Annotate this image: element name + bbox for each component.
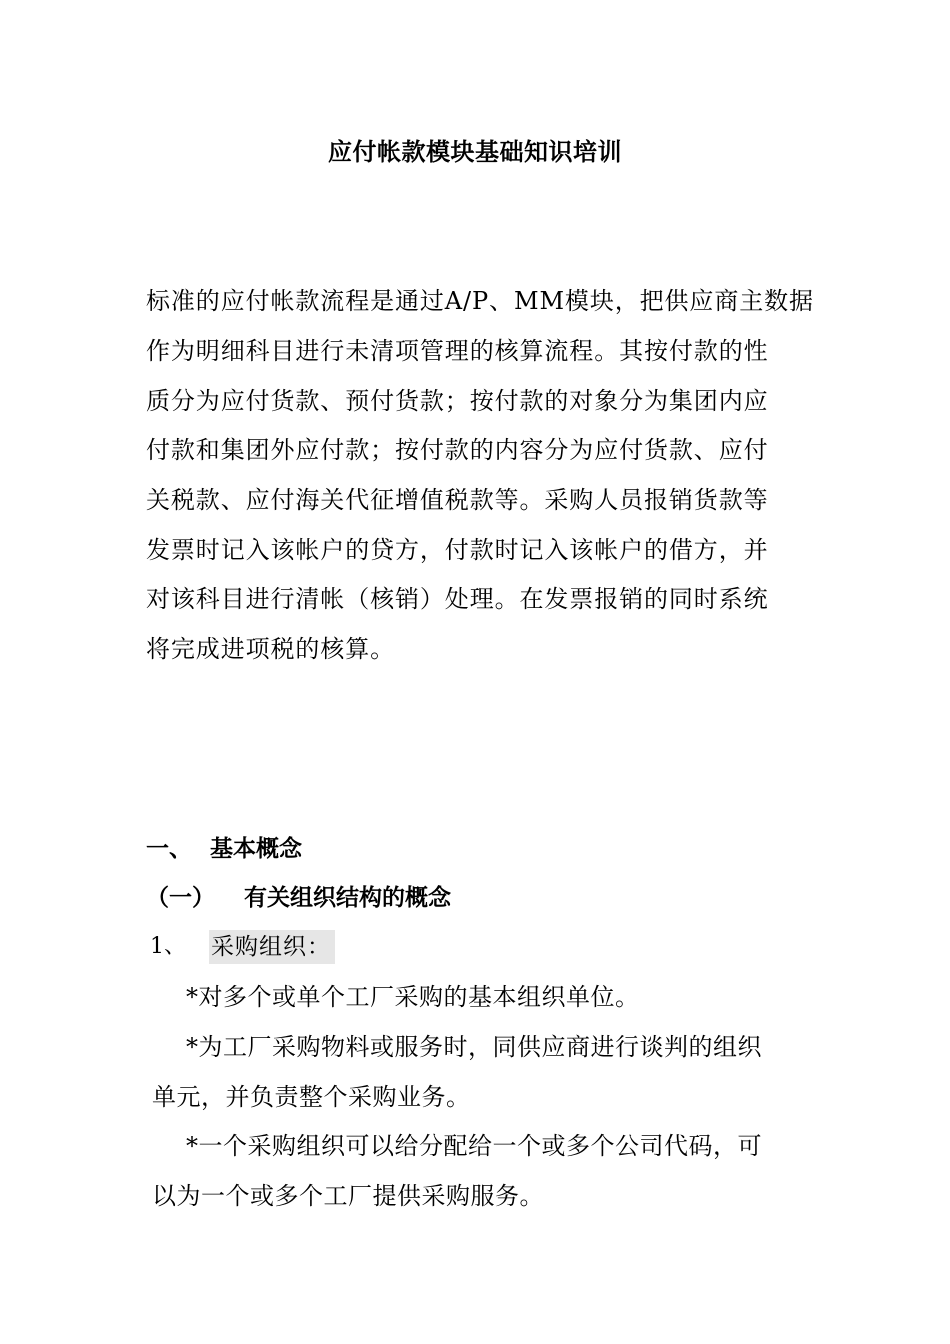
page-title: 应付帐款模块基础知识培训	[328, 138, 622, 166]
item-label: 采购组织：	[209, 930, 335, 964]
subsection-heading: 有关组织结构的概念	[244, 885, 451, 911]
intro-line: 对该科目进行清帐（核销）处理。在发票报销的同时系统	[146, 585, 769, 613]
section-number: 一、	[146, 836, 192, 862]
body-line: *为工厂采购物料或服务时，同供应商进行谈判的组织	[186, 1033, 762, 1061]
intro-line: 将完成进项税的核算。	[146, 635, 395, 663]
intro-line: 发票时记入该帐户的贷方，付款时记入该帐户的借方，并	[146, 536, 769, 564]
body-line: *一个采购组织可以给分配给一个或多个公司代码，可	[186, 1132, 762, 1160]
item-number: 1、	[150, 934, 186, 959]
subsection-number: （一）	[146, 885, 215, 911]
body-line: 以为一个或多个工厂提供采购服务。	[152, 1182, 544, 1210]
section-heading: 基本概念	[210, 836, 302, 862]
intro-line: 关税款、应付海关代征增值税款等。采购人员报销货款等	[146, 486, 769, 514]
body-line: 单元，并负责整个采购业务。	[152, 1083, 471, 1111]
intro-line: 作为明细科目进行未清项管理的核算流程。其按付款的性	[146, 337, 769, 365]
intro-line: 质分为应付货款、预付货款；按付款的对象分为集团内应	[146, 387, 769, 415]
intro-line: 付款和集团外应付款；按付款的内容分为应付货款、应付	[146, 436, 769, 464]
body-line: *对多个或单个工厂采购的基本组织单位。	[186, 983, 640, 1011]
intro-line: 标准的应付帐款流程是通过A/P、MM模块，把供应商主数据	[146, 287, 814, 315]
